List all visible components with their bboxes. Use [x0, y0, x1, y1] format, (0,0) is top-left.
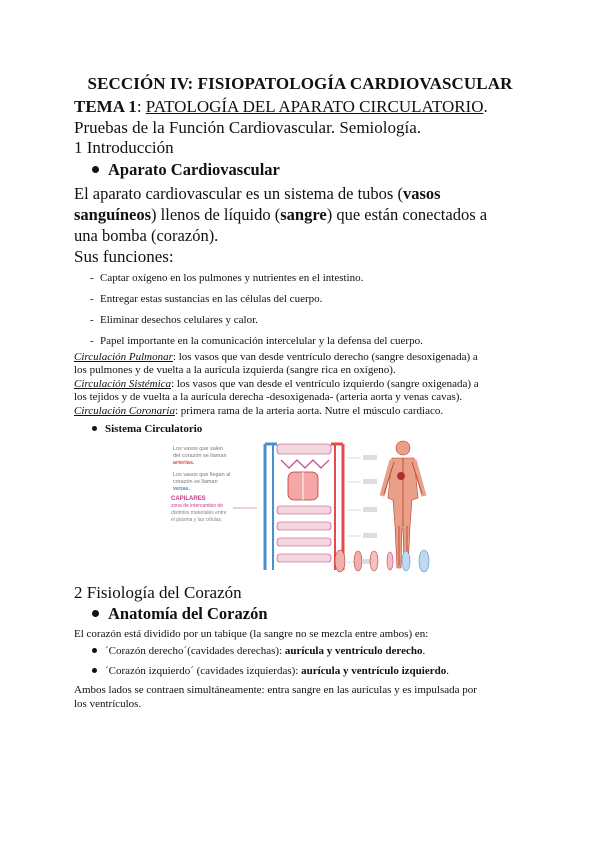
bullet-anatomia — [92, 604, 268, 624]
closing-line-1: Ambos lados se contraen simultáneamente: entra sangre en las aurículas y es impulsada por — [74, 684, 477, 696]
funcion-item — [90, 335, 423, 347]
note-venas-line: corazón se llaman — [173, 479, 218, 485]
capillary-bed-lungs — [277, 444, 331, 454]
funciones-heading: Sus funciones: — [74, 247, 174, 266]
funcion-item — [90, 314, 258, 326]
circulacion-coronaria-label: Circulación Coronaria — [74, 405, 175, 417]
fisiologia-heading: 2 Fisiología del Corazón — [74, 583, 242, 602]
dash-icon: - — [90, 293, 94, 305]
corazon-intro: El corazón está dividido por un tabique (la sangre no se mezcla entre ambos) en: — [74, 628, 429, 640]
funcion-text: Papel importante en la comunicación intercelular y la defensa del cuerpo. — [100, 335, 423, 347]
dash-icon: - — [90, 314, 94, 326]
tema-end: . — [483, 97, 488, 116]
corazon-item-bold: aurícula y ventrículo derecho — [284, 645, 423, 657]
funcion-text: Captar oxígeno en los pulmones y nutrientes en el intestino. — [100, 272, 364, 284]
bullet-aparato-label: Aparato Cardiovascular — [108, 160, 280, 179]
intro-text: El aparato cardiovascular es un sistema de tubos ( — [74, 184, 403, 203]
corazon-item-bold: aurícula y ventrículo izquierdo — [301, 665, 447, 677]
intro-text: ) que están conectados a — [326, 205, 488, 224]
note-venas-bold: venas. — [173, 486, 191, 492]
bullet-sistema — [92, 423, 202, 435]
dash-icon: - — [90, 335, 94, 347]
circulacion-coronaria-line — [74, 405, 443, 417]
corazon-item-end: . — [446, 665, 449, 677]
note-arterias-bold: arterias. — [173, 460, 195, 466]
circulacion-pulmonar-label: Circulación Pulmonar — [74, 351, 173, 363]
bullet-dot-icon — [92, 668, 97, 673]
circulacion-text: : los vasos que van desde ventrículo derecho (sangre desoxigenada) a — [172, 351, 478, 363]
tema-label: TEMA 1 — [74, 97, 137, 116]
circulacion-sistemica-line-2: los tejidos y de vuelta a la aurícula derecha -desoxigenada- (arteria aorta y venas cavas). — [74, 391, 463, 403]
intro-bold-sangre: sangre — [280, 205, 327, 224]
bullet-dot-icon — [92, 648, 97, 653]
vessel-types-figure — [330, 548, 440, 574]
intro-paragraph-line-1 — [74, 183, 441, 204]
funcion-item — [90, 293, 322, 305]
vessel-icon — [354, 551, 362, 571]
bullet-anatomia-label: Anatomía del Corazón — [108, 604, 268, 623]
closing-line-2: los ventrículos. — [74, 698, 142, 710]
funcion-text: Eliminar desechos celulares y calor. — [100, 314, 258, 326]
circulacion-sistemica-label: Circulación Sistémica — [74, 378, 172, 390]
circulacion-text: : los vasos que van desde el ventrículo izquierdo (sangre oxigenada) a — [171, 378, 479, 390]
bullet-aparato — [92, 160, 280, 180]
capillary-bed — [277, 506, 331, 514]
intro-bold-sanguineos: sanguíneos — [74, 205, 152, 224]
intro-text: ) llenos de líquido ( — [151, 205, 281, 224]
heart-icon — [397, 472, 405, 480]
capilares-line: zona de intercambio de — [171, 503, 223, 509]
head-icon — [396, 441, 410, 455]
corazon-item-end: . — [422, 645, 426, 657]
note-venas-line: Los vasos que llegan al — [173, 472, 231, 478]
vessel-icon — [370, 551, 378, 571]
bullet-dot-icon — [92, 166, 99, 173]
tema-colon: : — [136, 97, 142, 116]
bullet-sistema-label: Sistema Circulatorio — [105, 423, 203, 435]
circulacion-sistemica-line-1 — [74, 378, 479, 390]
capillary-bed — [277, 538, 331, 546]
note-arterias-line: del corazón se llaman — [173, 453, 227, 459]
circulacion-pulmonar-line-1 — [74, 351, 478, 363]
tema-heading — [74, 97, 488, 117]
section-title: SECCIÓN IV: FISIOPATOLOGÍA CARDIOVASCULAR — [87, 74, 513, 93]
capillary-bed — [277, 522, 331, 530]
note-arterias-line: Los vasos que salen — [173, 446, 224, 452]
tema-title: PATOLOGÍA DEL APARATO CIRCULATORIO — [145, 97, 484, 116]
intro-heading: 1 Introducción — [74, 138, 174, 157]
vessel-icon — [335, 550, 345, 572]
funcion-item — [90, 272, 363, 284]
label-pointer-lines — [347, 458, 361, 562]
notes-panel — [171, 446, 257, 523]
bullet-dot-icon — [92, 426, 97, 431]
intro-paragraph-line-3: una bomba (corazón). — [74, 226, 219, 245]
intro-bold-vasos: vasos — [402, 184, 441, 203]
corazon-item — [92, 645, 425, 657]
capillary-bed — [277, 554, 331, 562]
subtitle: Pruebas de la Función Cardiovascular. Semiología. — [74, 118, 422, 137]
bullet-dot-icon — [92, 610, 99, 617]
vein-trunk — [265, 444, 277, 570]
dash-icon: - — [90, 272, 94, 284]
corazon-item — [92, 665, 449, 677]
vessel-icon — [402, 551, 410, 571]
capilares-line: distintos materiales entre — [171, 510, 227, 516]
intro-paragraph-line-2 — [74, 204, 487, 225]
corazon-item-text: ´Corazón derecho´(cavidades derechas): — [105, 645, 285, 657]
capilares-title: CAPILARES — [171, 496, 206, 502]
vessel-icon — [387, 552, 393, 570]
capilares-line: el plasma y las células. — [171, 517, 223, 523]
vessel-icon — [419, 550, 429, 572]
funcion-text: Entregar estas sustancias en las células del cuerpo. — [100, 293, 323, 305]
pulmonary-loop — [281, 460, 329, 468]
circulacion-text: : primera rama de la arteria aorta. Nutre el músculo cardiaco. — [174, 405, 444, 417]
circulacion-pulmonar-line-2: los pulmones y de vuelta a la aurícula izquierda (sangre rica en oxígeno). — [74, 364, 396, 376]
corazon-item-text: ´Corazón izquierdo´ (cavidades izquierdas): — [105, 665, 302, 677]
